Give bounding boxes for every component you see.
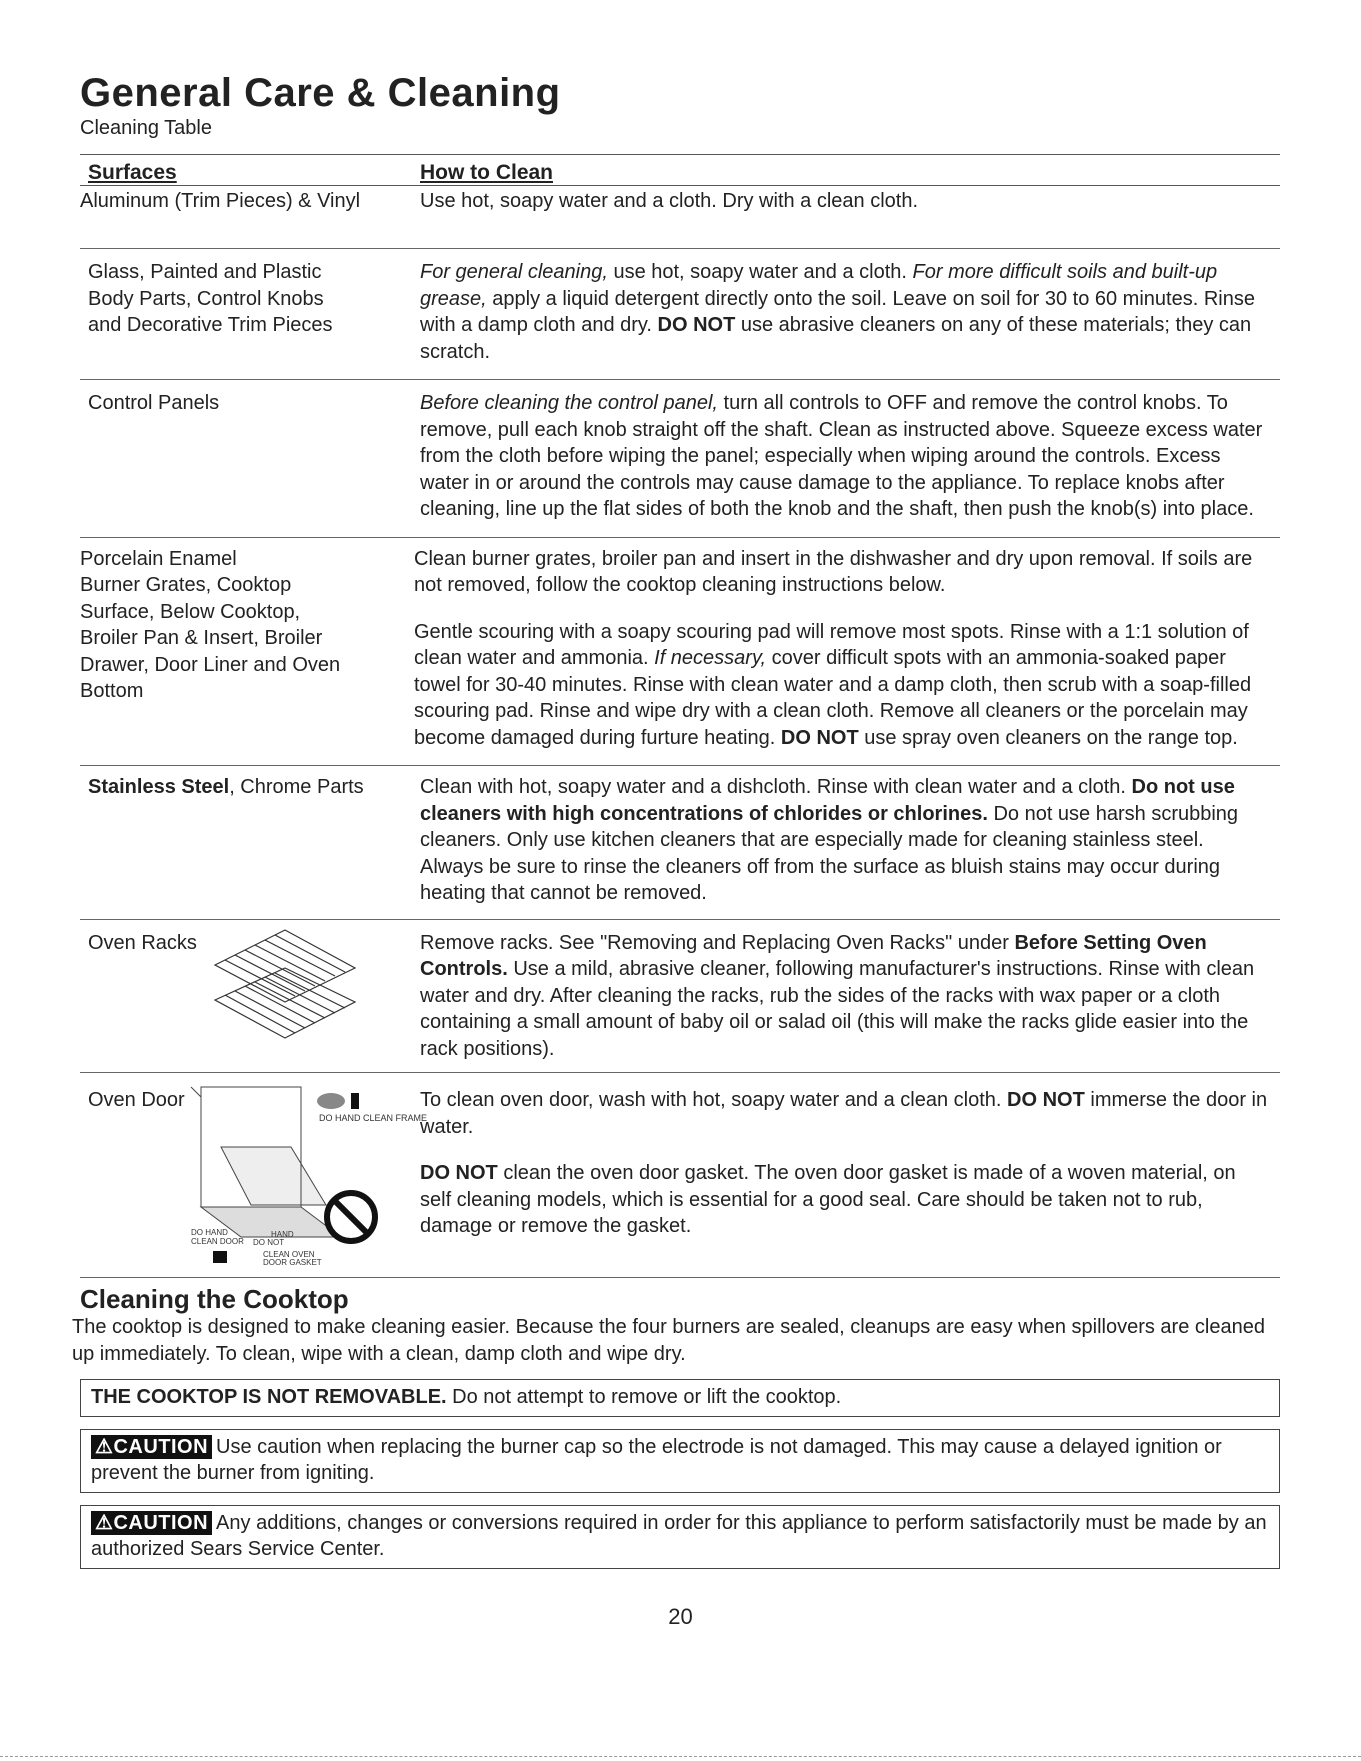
body-text: Clean burner grates, broiler pan and insert in the dishwasher and dry upon removal. If soils are not removed, follow the cooktop cleaning instructions below. — [414, 547, 1253, 596]
caution-badge — [91, 1435, 212, 1459]
table-row — [80, 249, 1280, 379]
italic-text: Before cleaning the control panel, — [420, 392, 718, 414]
table-header — [80, 155, 1280, 185]
door-hand-label: DO HAND — [190, 1228, 228, 1237]
how-cell: Use hot, soapy water and a cloth. Dry with a clean cloth. — [420, 190, 919, 212]
door-hand-label: CLEAN DOOR — [190, 1237, 244, 1246]
body-text: Clean with hot, soapy water and a dishcloth. Rinse with clean water and a cloth. — [420, 776, 1132, 798]
bold-text: DO NOT — [780, 726, 859, 749]
how-cell — [410, 1087, 1270, 1277]
surface-line: Glass, Painted and Plastic — [88, 261, 322, 283]
warning-icon: ⚠ — [95, 1436, 114, 1458]
body-text: Gentle scouring with a soapy scouring pad will remove most spots. Rinse with a 1:1 solution of clean water and ammonia. — [414, 620, 1249, 669]
caution-box — [80, 1505, 1280, 1569]
surface-cell: Control Panels — [88, 392, 220, 414]
surface-line: Drawer, Door Liner and Oven — [80, 653, 341, 676]
surface-line: Surface, Below Cooktop, — [80, 600, 301, 623]
body-text: To clean oven door, wash with hot, soapy water and a clean cloth. — [420, 1089, 1008, 1111]
body-text: clean the oven door gasket. The oven door gasket is made of a woven material, on self cleaning models, which is essential for a good seal. Care should be taken not to rub, damage or remove the gasket. — [420, 1162, 1236, 1237]
body-text: , Chrome Parts — [229, 776, 364, 798]
body-text: immerse the door in water. — [420, 1089, 1268, 1138]
italic-text: If necessary, — [654, 647, 767, 669]
body-text: Use caution when replacing the burner cap so the electrode is not damaged. This may cause a delayed ignition or prevent the burner from igniting. — [91, 1436, 1222, 1484]
gasket-label: CLEAN OVEN — [262, 1250, 315, 1259]
surface-cell — [80, 259, 410, 365]
table-row — [80, 186, 1280, 248]
surface-cell — [80, 930, 410, 1063]
how-cell — [410, 259, 1270, 365]
caution-box — [80, 1429, 1280, 1493]
body-text: turn all controls to OFF and remove the control knobs. To remove, pull each knob straight off the shaft. Clean as instructed above. Squeeze excess water from the cloth before wiping the panel; especially when wiping around the controls. Excess water in or around the controls may cause damage to the appliance. To replace knobs after cleaning, line up the flat sides of both the knob and the shaft, then push the knob(s) into place. — [420, 392, 1263, 520]
body-paragraph — [414, 619, 1270, 752]
body-text: apply a liquid detergent directly onto the soil. Leave on soil for 30 to 60 minutes. Rinse with a damp cloth and dry. — [420, 287, 1255, 336]
bold-text: DO NOT — [657, 314, 736, 336]
body-text: cover difficult spots with an ammonia-soaked paper towel for 30-40 minutes. Rinse with clean water and a damp cloth, then scrub with a soap-filled scouring pad. Rinse and wipe dry with a clean cloth. Remove all cleaners or the porcelain may become damaged during furture heating. — [414, 647, 1252, 749]
body-text: Do not use harsh scrubbing cleaners. Only use kitchen cleaners that are especially made for cleaning stainless steel. Always be sure to rinse the cleaners off from the surface as bluish stains may occur during heating that cannot be removed. — [420, 802, 1239, 904]
surface-label: Oven Racks — [88, 931, 197, 954]
how-cell — [410, 774, 1270, 907]
surface-label: Oven Door — [88, 1089, 185, 1111]
caution-label: CAUTION — [113, 1436, 209, 1458]
surface-cell — [80, 546, 410, 752]
gasket-label: DO NOT — [252, 1238, 284, 1247]
italic-text: For general cleaning, — [420, 261, 608, 283]
page-title: General Care & Cleaning — [80, 71, 561, 115]
surface-line: and Decorative Trim Pieces — [88, 314, 333, 336]
notice-box — [80, 1379, 1280, 1417]
body-paragraph — [420, 1160, 1270, 1240]
bold-text: DO NOT — [1007, 1089, 1085, 1111]
oven-racks-illustration — [205, 930, 365, 1040]
oven-door-illustration — [190, 1087, 427, 1267]
table-row — [80, 538, 1280, 766]
surface-line: Porcelain Enamel — [80, 547, 237, 570]
gasket-label: DOOR GASKET — [262, 1258, 322, 1267]
how-cell — [410, 546, 1270, 752]
page — [72, 70, 1280, 1569]
bold-text: THE COOKTOP IS NOT REMOVABLE. — [91, 1386, 447, 1408]
header-surfaces: Surfaces — [88, 161, 177, 184]
page-number: 20 — [668, 1604, 693, 1629]
body-text: Do not attempt to remove or lift the cooktop. — [446, 1386, 842, 1408]
section-heading: Cleaning the Cooktop — [80, 1284, 349, 1314]
surface-cell — [80, 1087, 427, 1277]
door-frame-label: DO HAND CLEAN FRAME — [318, 1113, 427, 1123]
table-row — [80, 920, 1280, 1073]
bold-text: Before Setting Oven Controls. — [420, 931, 1207, 980]
bottom-rule — [0, 1756, 1361, 1757]
body-text: use hot, soapy water and a cloth. — [607, 261, 913, 283]
cooktop-paragraph: The cooktop is designed to make cleaning easier. Because the four burners are sealed, cleanups are easy when spillovers are cleaned up immediately. To clean, wipe with a clean, damp cloth and wipe dry. — [72, 1316, 1265, 1365]
italic-text: For more difficult soils and built-up grease, — [420, 261, 1218, 310]
body-text: use abrasive cleaners on any of these materials; they can scratch. — [420, 314, 1252, 363]
body-paragraph — [420, 1087, 1270, 1140]
body-text: Remove racks. See "Removing and Replacing Oven Racks" under — [420, 931, 1015, 954]
surface-cell — [80, 774, 410, 907]
body-text: Any additions, changes or conversions required in order for this appliance to perform satisfactorily must be made by an authorized Sears Service Center. — [91, 1512, 1267, 1560]
body-text: use spray oven cleaners on the range top. — [858, 726, 1238, 749]
caution-label: CAUTION — [113, 1512, 209, 1534]
how-cell — [410, 390, 1270, 523]
surface-line: Burner Grates, Cooktop — [80, 574, 292, 596]
row-divider — [80, 1277, 1280, 1278]
how-cell — [410, 930, 1270, 1063]
page-subtitle: Cleaning Table — [80, 117, 212, 139]
caution-badge — [91, 1511, 212, 1535]
warning-icon: ⚠ — [95, 1512, 114, 1534]
table-row — [80, 380, 1280, 537]
body-text: Use a mild, abrasive cleaner, following manufacturer's instructions. Rinse with clean water and dry. After cleaning the racks, rub the sides of the racks with wax paper or a cloth containing a small amount of baby oil or salad oil (this will make the racks glide easier into the rack positions). — [420, 958, 1255, 1060]
bold-text: Do not use cleaners with high concentrations of chlorides or chlorines. — [420, 776, 1235, 825]
table-row — [80, 1073, 1280, 1277]
surface-line: Bottom — [80, 680, 144, 702]
surface-cell: Aluminum (Trim Pieces) & Vinyl — [80, 190, 361, 212]
bold-text: DO NOT — [420, 1162, 498, 1184]
header-how-to-clean: How to Clean — [420, 161, 554, 184]
surface-line: Body Parts, Control Knobs — [88, 287, 324, 310]
surface-line: Broiler Pan & Insert, Broiler — [80, 627, 323, 649]
bold-text: Stainless Steel — [88, 776, 230, 798]
gasket-label: HAND — [270, 1230, 294, 1239]
table-row — [80, 766, 1280, 919]
